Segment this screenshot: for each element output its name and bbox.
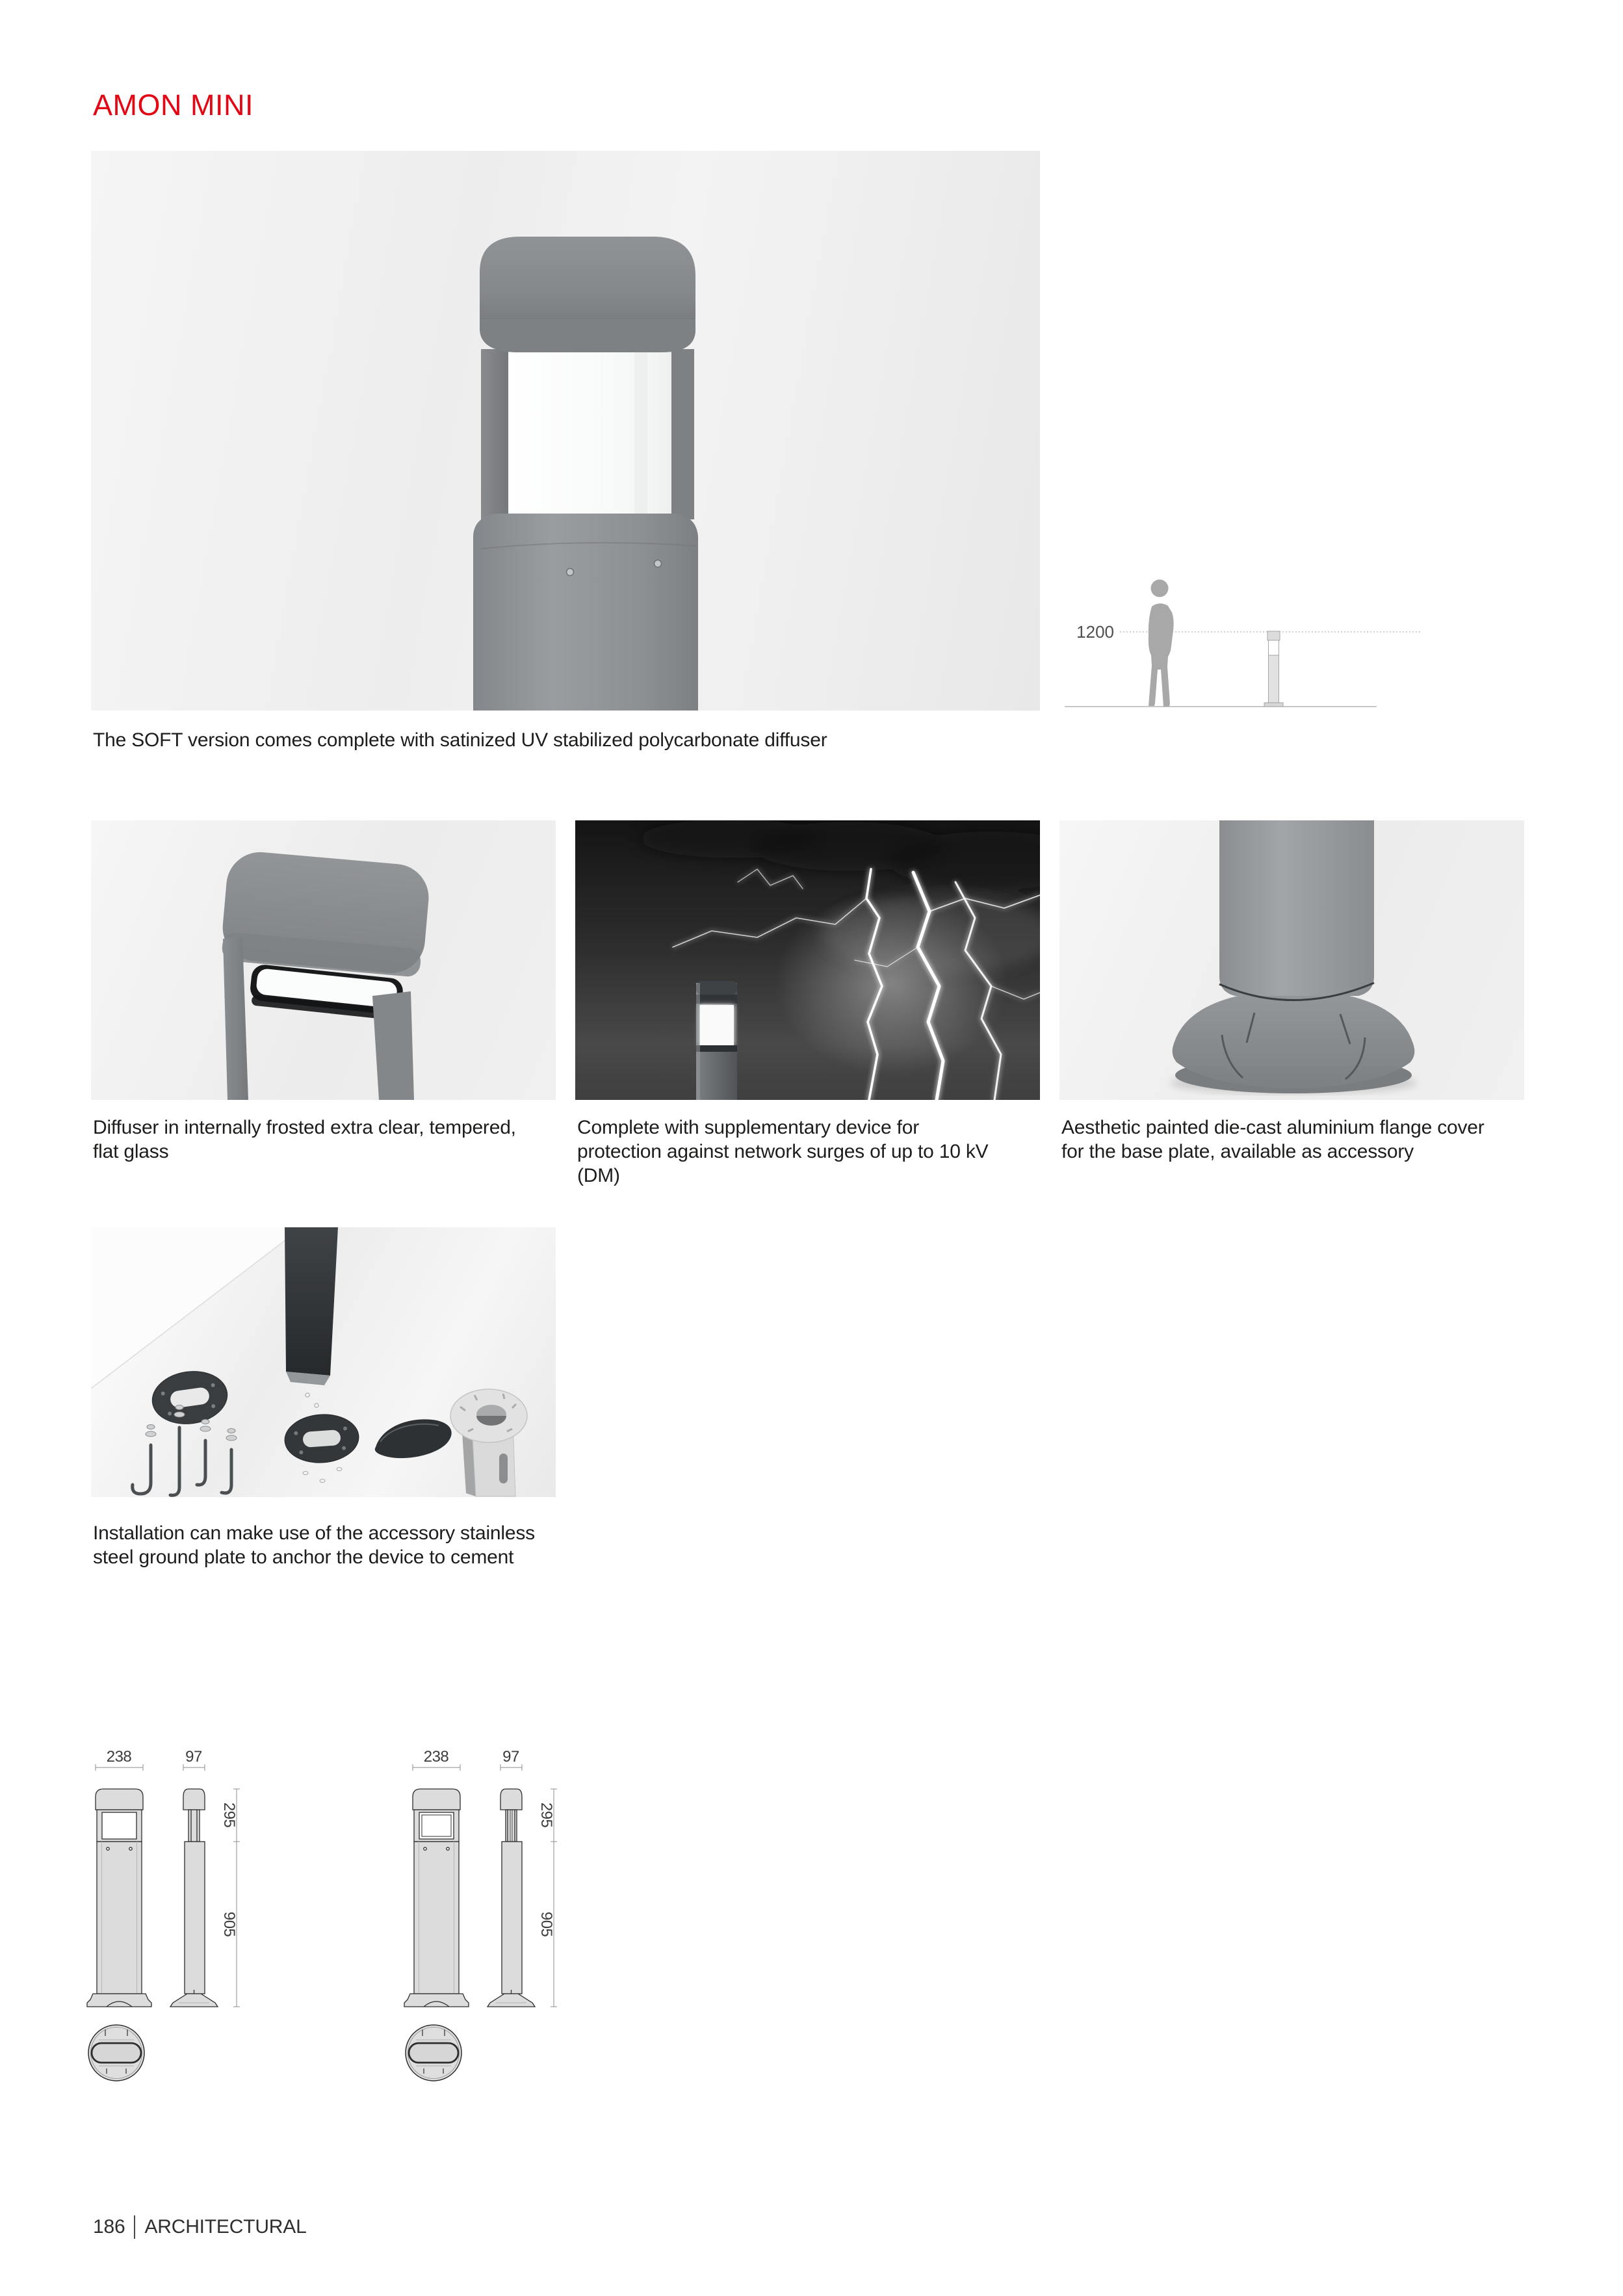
- installation-caption: Installation can make use of the accessory stainless steel ground plate to anchor the device to cement: [93, 1522, 535, 1568]
- height-dimensions: [538, 1789, 557, 2007]
- side-view: [487, 1789, 535, 2007]
- height-label: 1200: [1076, 622, 1114, 642]
- bollard-head: [480, 237, 695, 531]
- flange-cover-illustration: [1059, 820, 1524, 1100]
- section-name: ARCHITECTURAL: [144, 2216, 307, 2237]
- side-view: [170, 1789, 218, 2007]
- head-height-label: 295: [538, 1802, 555, 1828]
- feature-image-diffuser: [91, 820, 556, 1100]
- right-post: [372, 991, 414, 1100]
- head-height-label: 295: [220, 1802, 238, 1828]
- screw: [655, 560, 662, 567]
- dimension-drawing-glass: [390, 1737, 572, 2088]
- left-frame-post: [481, 349, 508, 531]
- feature-image-surge-protection: [575, 820, 1040, 1100]
- diffuser-closeup-illustration: [91, 820, 556, 1100]
- top-view: [88, 2025, 144, 2081]
- body-height-label: 905: [538, 1911, 555, 1937]
- side-width-label: 97: [502, 1748, 519, 1766]
- side-width-label: 97: [185, 1748, 202, 1766]
- anchor-plate-center: [283, 1412, 361, 1465]
- right-frame-edge: [671, 349, 694, 519]
- bollard-foreground: [696, 981, 737, 1100]
- bollard-product-illustration: [91, 151, 1040, 711]
- footer-divider: [134, 2215, 135, 2239]
- pole: [1219, 820, 1374, 996]
- bollard-body: [473, 514, 698, 711]
- flange-dome: [1173, 989, 1415, 1088]
- screw: [567, 569, 574, 576]
- width-dimensions: [96, 1748, 205, 1771]
- feature-caption-diffuser: Diffuser in internally frosted extra clear, tempered, flat glass: [93, 1117, 516, 1162]
- pole-dark: [285, 1227, 338, 1407]
- dimension-drawing-soft: [73, 1737, 255, 2088]
- head-cap: [220, 850, 432, 978]
- page-title: AMON MINI: [93, 88, 253, 122]
- lightning-illustration: [575, 820, 1040, 1100]
- feature-caption-flange-cover: Aesthetic painted die-cast aluminium flange cover for the base plate, available as accessory: [1061, 1117, 1485, 1162]
- front-view: [404, 1789, 469, 2007]
- person-silhouette: [1149, 580, 1174, 707]
- lit-window: [699, 1005, 734, 1045]
- feature-image-flange-cover: [1059, 820, 1524, 1100]
- page-footer: [93, 2215, 307, 2239]
- top-cap: [480, 237, 695, 319]
- installation-exploded-illustration: [91, 1227, 556, 1497]
- page-number: 186: [93, 2216, 125, 2237]
- anchor-plate-left: [149, 1366, 231, 1428]
- storm-clouds: [640, 820, 1040, 973]
- feature-caption-surge-protection: Complete with supplementary device for protection against network surges of up to 10 kV (DM): [577, 1117, 989, 1186]
- bollard-scale-drawing: [1264, 631, 1283, 707]
- hero-product-photo: [91, 151, 1040, 711]
- width-dimensions: [413, 1748, 522, 1771]
- hero-caption: The SOFT version comes complete with satinized UV stabilized polycarbonate diffuser: [93, 729, 827, 751]
- small-hardware: [303, 1468, 342, 1483]
- front-width-label: 238: [423, 1748, 449, 1766]
- ground-anchor-tube: [450, 1389, 527, 1496]
- installation-image: [91, 1227, 556, 1497]
- body-height-label: 905: [220, 1911, 238, 1937]
- height-comparison-diagram: [1058, 558, 1432, 714]
- front-width-label: 238: [106, 1748, 132, 1766]
- cap-lower-band: [480, 317, 695, 352]
- height-dimensions: [220, 1789, 240, 2007]
- front-view: [87, 1789, 151, 2007]
- top-view: [406, 2025, 461, 2081]
- anchor-j-bolts: [133, 1428, 231, 1495]
